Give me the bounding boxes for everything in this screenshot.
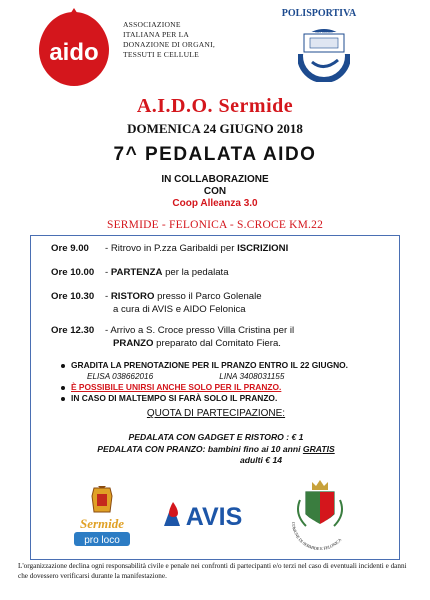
schedule-time: Ore 12.30	[51, 325, 95, 336]
association-line: ASSOCIAZIONE	[123, 20, 181, 29]
info-bullets	[59, 360, 389, 404]
avis-logo	[162, 500, 248, 528]
pro-loco-text: pro loco	[84, 535, 120, 546]
disclaimer: L'organizzazione declina ogni responsabilità civile e penale nei confronti di partecipanti e/o terzi nel caso di eventuali incidenti e danni che dovessero verificarsi durante la manifestazione.	[18, 562, 407, 580]
prices	[31, 432, 401, 467]
footer-logos	[0, 478, 430, 558]
association-name	[123, 20, 243, 60]
schedule-time: Ore 9.00	[51, 243, 89, 254]
price-line: PEDALATA CON PRANZO: bambini fino ai 10 anni GRATIS	[97, 443, 335, 454]
polisportiva-title: POLISPORTIVA	[281, 8, 357, 19]
event-title: 7^ PEDALATA AIDO	[113, 144, 317, 165]
schedule-desc: - RISTORO presso il Parco Golenale a cura di AVIS e AIDO Felonica	[105, 291, 262, 315]
association-line: TESSUTI E CELLULE	[123, 50, 199, 59]
comune-logo-text: COMUNE DI SERMIDE E FELONICA	[290, 521, 343, 552]
collaboration-label: IN COLLABORAZIONE	[161, 174, 269, 185]
schedule-desc: - Ritrovo in P.zza Garibaldi per ISCRIZIONI	[105, 243, 289, 254]
con-label: CON	[203, 186, 227, 197]
association-line: ITALIANA PER LA	[123, 30, 190, 39]
route-text: SERMIDE - FELONICA - S.CROCE KM.22	[106, 219, 324, 231]
bullet-reservation: GRADITA LA PRENOTAZIONE PER IL PRANZO ENTRO IL 22 GIUGNO.	[59, 360, 389, 371]
schedule-desc: - Arrivo a S. Croce presso Villa Cristina per il PRANZO preparato dal Comitato Fiera.	[105, 325, 295, 349]
aido-logo-text: aido	[49, 39, 99, 66]
schedule-desc: - PARTENZA per la pedalata	[105, 267, 229, 278]
sermide-pro-loco-logo	[70, 484, 134, 550]
schedule-time: Ore 10.00	[51, 267, 95, 278]
event-date: DOMENICA 24 GIUGNO 2018	[127, 121, 303, 136]
aido-logo	[33, 8, 115, 90]
price-line: adulti € 14	[239, 455, 283, 465]
contact-elisa: ELISA 038662016	[87, 372, 154, 381]
avis-logo-text: AVIS	[185, 503, 243, 528]
organizer-title: A.I.D.O. Sermide	[136, 95, 294, 117]
header	[0, 0, 430, 92]
contact-lina: LINA 3408031155	[219, 372, 285, 381]
bullet-bad-weather: IN CASO DI MALTEMPO SI FARÀ SOLO IL PRANZO.	[59, 393, 389, 404]
title-block	[0, 94, 430, 231]
gratis-label: GRATIS	[302, 443, 335, 454]
comune-logo	[286, 478, 354, 556]
contacts-line	[59, 371, 389, 382]
price-line: PEDALATA CON GADGET E RISTORO : € 1	[128, 432, 304, 442]
sermide-logo-text: Sermide	[79, 516, 125, 531]
polisportiva-logo	[298, 26, 350, 82]
partner-name: Coop Alleanza 3.0	[172, 198, 258, 209]
schedule-time: Ore 10.30	[51, 291, 95, 302]
polisportiva-logo-text: SERMIDE	[314, 29, 334, 34]
quota-title: QUOTA DI PARTECIPAZIONE:	[146, 408, 286, 419]
association-line: DONAZIONE DI ORGANI,	[123, 40, 215, 49]
bullet-lunch-only: È POSSIBILE UNIRSI ANCHE SOLO PER IL PRANZO.	[59, 382, 389, 393]
